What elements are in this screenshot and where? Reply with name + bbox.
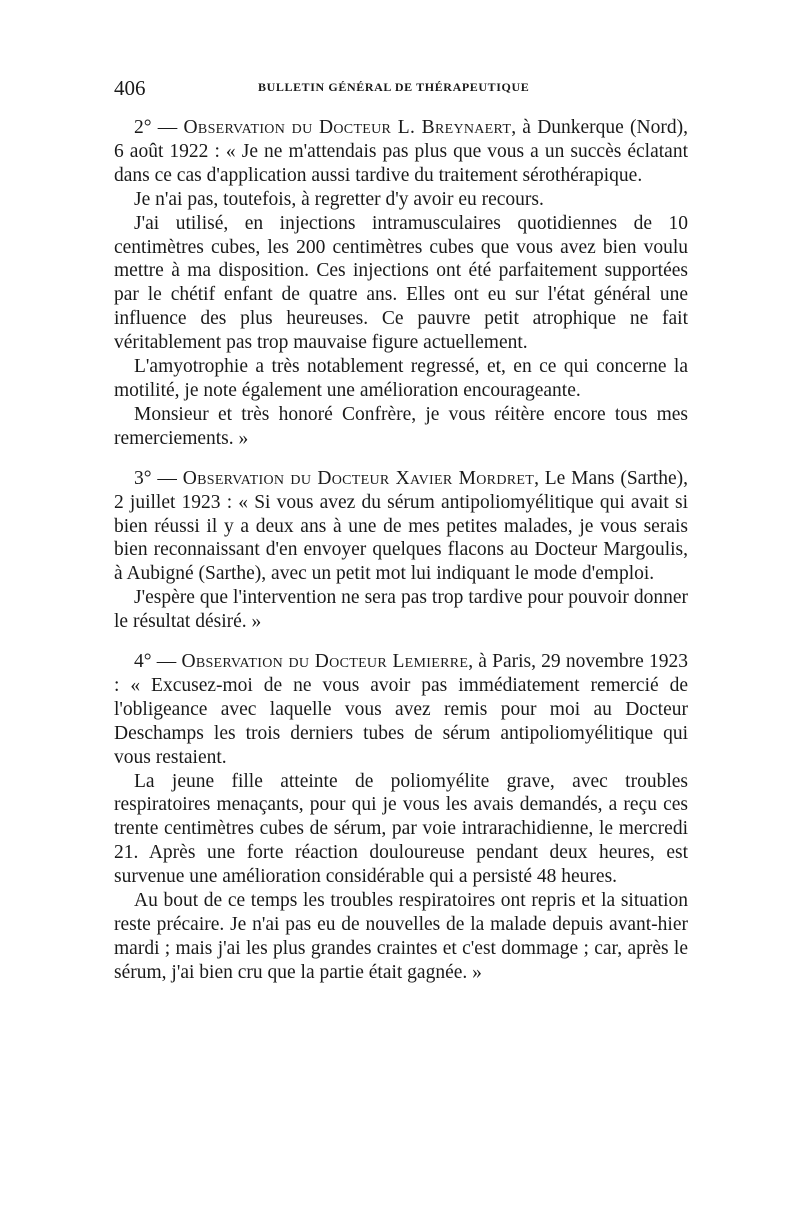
observation-intro: , à Dunkerque (Nord), 6 août 1922 : « Je ne m'attendais pas plus que vous a un succès éclatant dans ce cas d'application aussi tardive du traitement sérothérapique. [114,117,689,186]
running-head: BULLETIN GÉNÉRAL DE THÉRAPEUTIQUE [258,80,530,94]
observation-number: 4° [134,651,152,673]
observation-4-paragraph: 4° — Observation du Docteur Lemierre, à Paris, 29 novembre 1923 : « Excusez-moi de ne vous avoir pas immédiatement remercié de l'obligeance avec laquelle vous avez remis pour moi au Docteur Deschamps les trois derniers tubes de sérum antipoliomyélitique qui vous restaient. [114,651,689,768]
observation-2-paragraph: 2° — Observation du Docteur L. Breynaert, à Dunkerque (Nord), 6 août 1922 : « Je ne m'attendais pas plus que vous a un succès éclatant dans ce cas d'application aussi tardive du traitement sérothérapique. [114,117,689,186]
page-header [114,76,684,98]
page-number: 406 [114,76,146,100]
paragraph: Au bout de ce temps les troubles respiratoires ont repris et la situation reste précaire. Je n'ai pas eu de nouvelles de la malade depuis avant-hier mardi ; mais j'ai les plus grandes craintes et c'est dommage ; car, après le sérum, j'ai bien cru que la partie était gagnée. » [114,890,688,983]
paragraph: Monsieur et très honoré Confrère, je vous réitère encore tous mes remerciements. » [114,403,688,449]
observation-intro: , à Paris, 29 novembre 1923 : « Excusez-moi de ne vous avoir pas immédiatement remercié de l'obligeance avec laquelle vous avez remis pour moi au Docteur Deschamps les trois derniers tubes de sérum antipoliomyélitique qui vous restaient. [114,651,689,768]
observation-number: 3° [134,467,152,489]
observation-intro: , Le Mans (Sarthe), 2 juillet 1923 : « Si vous avez du sérum antipoliomyélitique qui avait si bien réussi il y a deux ans à une de mes petites malades, je vous serais bien reconnaissant d'en envoyer quelques flacons au Docteur Margoulis, à Aubigné (Sarthe), avec un petit mot lui indiquant le mode d'emploi. [114,467,688,585]
observation-heading: Observation du Docteur L. Breynaert [183,117,512,138]
observation-number: 2° [134,117,152,138]
paragraph: J'ai utilisé, en injections intramusculaires quotidiennes de 10 centimètres cubes, les 200 centimètres cubes que vous avez bien voulu mettre à ma disposition. Ces injections ont été parfaitement supportées par le chétif enfant de quatre ans. Elles ont eu sur l'état général une influence des plus heureuses. Ce pauvre petit atrophique ne fait véritablement pas trop mauvaise figure actuellement. [114,212,688,354]
paragraph: J'espère que l'intervention ne sera pas trop tardive pour pouvoir donner le résultat désiré. » [114,587,688,633]
observation-heading: Observation du Docteur Lemierre [181,651,469,673]
observation-heading: Observation du Docteur Xavier Mordret [182,467,535,489]
paragraph: L'amyotrophie a très notablement regressé, et, en ce qui concerne la motilité, je note également une amélioration encourageante. [114,356,688,401]
observation-3-paragraph: 3° — Observation du Docteur Xavier Mordret, Le Mans (Sarthe), 2 juillet 1923 : « Si vous avez du sérum antipoliomyélitique qui avait si bien réussi il y a deux ans à une de mes petites malades, je vous serais bien reconnaissant d'en envoyer quelques flacons au Docteur Margoulis, à Aubigné (Sarthe), avec un petit mot lui indiquant le mode d'emploi. [114,467,688,585]
paragraph: Je n'ai pas, toutefois, à regretter d'y avoir eu recours. [134,188,544,210]
body-text [114,116,688,985]
paragraph: La jeune fille atteinte de poliomyélite grave, avec troubles respiratoires menaçants, pour qui je vous les avais demandés, a reçu ces trente centimètres cubes de sérum, par voie intrarachidienne, le mercredi 21. Après une forte réaction douloureuse pendant deux heures, est survenue une amélioration considérable qui a persisté 48 heures. [114,770,688,888]
